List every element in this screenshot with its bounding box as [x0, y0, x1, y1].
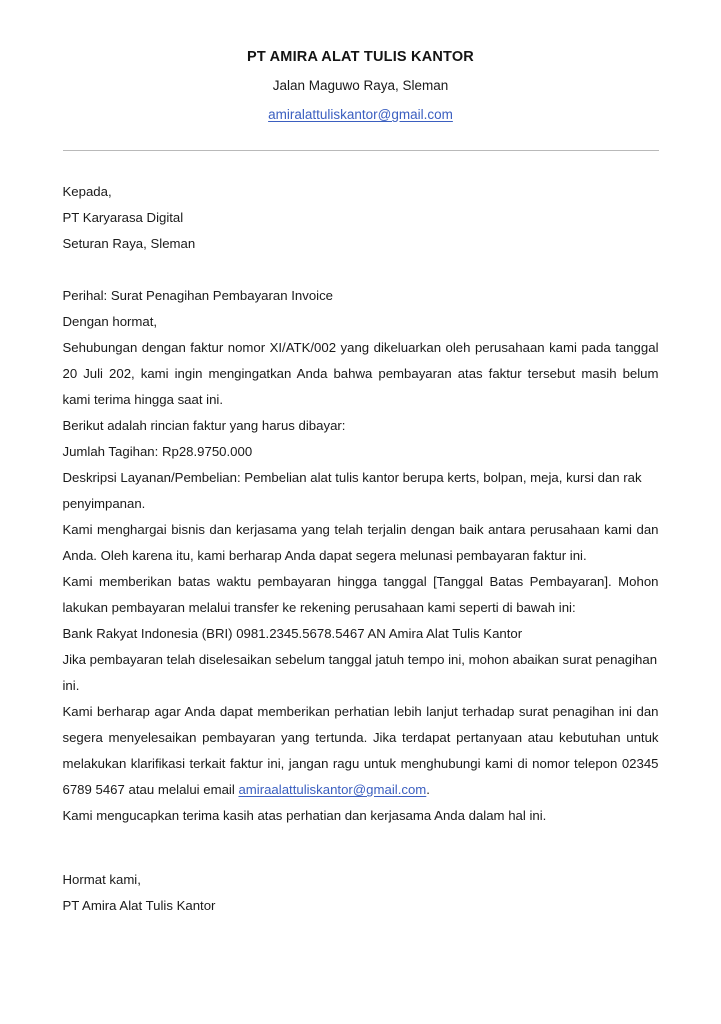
closing-company: PT Amira Alat Tulis Kantor — [62, 898, 216, 913]
spacer — [63, 257, 659, 283]
spacer — [63, 829, 659, 867]
appreciation-paragraph: Kami menghargai bisnis dan kerjasama yang telah terjalin dengan baik antara perusahaan kami dan Anda. Oleh karena itu, kami berharap Anda dapat segera melunasi pembayaran faktur ini. — [62, 522, 659, 563]
followup-text-lead: Kami berharap agar Anda dapat memberikan perhatian lebih lanjut terhadap surat penagihan ini dan segera menyelesaikan pembayaran yang tertunda. Jika terdapat pertanyaan atau kebutuhan untuk melakukan klarifikasi terkait faktur ini, jangan ragu untuk menghubungi kami di nomor telepon 02345 6789 5467 atau melalui email — [62, 704, 659, 797]
invoice-description-line: Deskripsi Layanan/Pembelian: Pembelian alat tulis kantor berupa kerts, bolpan, meja, kursi dan rak penyimpanan. — [62, 470, 642, 511]
recipient-company: PT Karyarasa Digital — [62, 210, 184, 225]
followup-text-tail: . — [426, 782, 430, 797]
ignore-notice-paragraph: Jika pembayaran telah diselesaikan sebelum tanggal jatuh tempo ini, mohon abaikan surat penagihan ini. — [62, 652, 658, 693]
thanks-paragraph: Kami mengucapkan terima kasih atas perhatian dan kerjasama Anda dalam hal ini. — [62, 808, 547, 823]
payment-deadline-paragraph: Kami memberikan batas waktu pembayaran hingga tanggal [Tanggal Batas Pembayaran]. Mohon lakukan pembayaran melalui transfer ke rekening perusahaan kami seperti di bawah ini: — [62, 574, 659, 615]
bank-account-line: Bank Rakyat Indonesia (BRI) 0981.2345.5678.5467 AN Amira Alat Tulis Kantor — [62, 626, 523, 641]
company-name: PT AMIRA ALAT TULIS KANTOR — [247, 49, 474, 65]
intro-paragraph: Sehubungan dengan faktur nomor XI/ATK/002 yang dikeluarkan oleh perusahaan kami pada tanggal 20 Juli 202, kami ingin mengingatkan Anda bahwa pembayaran atas faktur tersebut masih belum kami terima hingga saat ini. — [62, 340, 659, 407]
closing-regards: Hormat kami, — [62, 872, 141, 887]
contact-email-link[interactable]: amiraalattuliskantor@gmail.com — [238, 782, 427, 797]
company-email-link[interactable]: amiralattuliskantor@gmail.com — [268, 107, 453, 122]
followup-paragraph — [63, 699, 659, 803]
recipient-salutation: Kepada, — [62, 184, 112, 199]
company-address: Jalan Maguwo Raya, Sleman — [272, 78, 449, 93]
invoice-amount-line: Jumlah Tagihan: Rp28.9750.000 — [62, 444, 253, 459]
letterhead — [0, 0, 721, 128]
greeting-line: Dengan hormat, — [62, 314, 158, 329]
subject-line: Perihal: Surat Penagihan Pembayaran Invoice — [62, 288, 334, 303]
details-lead-line: Berikut adalah rincian faktur yang harus dibayar: — [62, 418, 346, 433]
recipient-address: Seturan Raya, Sleman — [62, 236, 196, 251]
letter-body — [63, 151, 659, 919]
